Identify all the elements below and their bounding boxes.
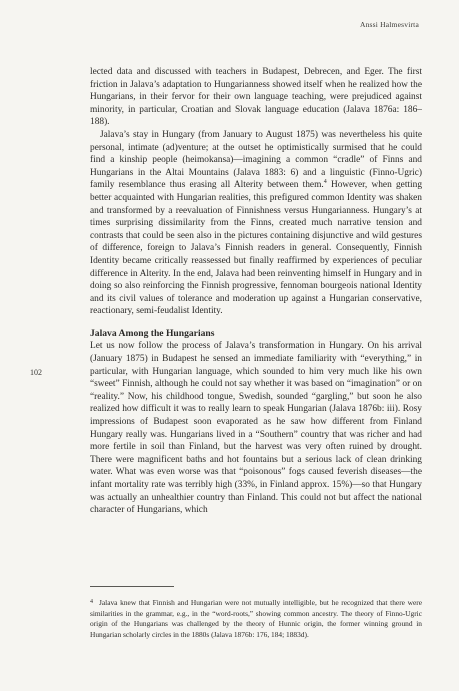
- paragraph-2-text: Jalava’s stay in Hungary (from January to August 1875) was nevertheless his quite personal, intimate (ad)venture; at the outset he optimistically surmised that he could find a kinship people (heimokansa)—imagining a common “cradle” of Finns and Hungarians in the Altai Mountains (Jalava 1883: 6) and a linguistic (Finno-Ugric) family resemblance thus erasing all Alterity between them.: [90, 129, 422, 191]
- footnote-separator: [90, 586, 174, 587]
- footnote-text: Jalava knew that Finnish and Hungarian were not mutually intelligible, but he recognized that there were similarities in the grammar, e.g., in the “word-roots,” showing common ancestry. The theory of Finno-Ugric origin of the Hungarians was challenged by the theory of Hunnic origin, the former winning ground in Hungarian scholarly circles in the 1880s (Jalava 1876b: 176, 184; 1883d).: [90, 598, 422, 639]
- section-heading: Jalava Among the Hungarians: [90, 327, 215, 339]
- paragraph-1: lected data and discussed with teachers in Budapest, Debrecen, and Eger. The first friction in Jalava’s adaptation to Hungarianness showed itself when he realized how the Hungarians, in their fervor for their own language teaching, were prejudiced against minority, in particular, Croatian and Slovak language education (Jalava 1876a: 186–188).: [90, 67, 422, 128]
- paragraph-2-continued: However, when getting better acquainted with Hungarian realities, this prefigured common Identity was shaken and transformed by a reevaluation of Finnishness versus Hungarianness. Hungary’s at times surprising dissimilarity from the Finns, created much narrative tension and contrasts that could be seen also in the pictures containing disjunctive and wild gestures of difference, foreign to Jalava’s Finnish readers in general. Consequently, Finnish Identity became critically reassessed but finally reaffirmed by experiences of peculiar difference in Alterity. In the end, Jalava had been reinventing himself in Hungary and in doing so also reinforcing the Finnish progressive, fennoman bourgeois national Identity and its civil values of tolerance and moderation up against a Hungarian conservative, reactionary, semi-feudalist Identity.: [90, 180, 423, 317]
- running-head: Anssi Halmesvirta: [359, 20, 419, 29]
- paragraph-2: [90, 129, 422, 318]
- page-number: 102: [30, 368, 42, 377]
- body-text: [90, 66, 422, 517]
- section-paragraph: Let us now follow the process of Jalava’s transformation in Hungary. On his arrival (January 1875) in Budapest he sensed an immediate familiarity with “everything,” in particular, with Hungarian language, which sounded to him very much like his own “sweet” Finnish, although he could not say whether it was based on “imagination” or on “reality.” Now, his childhood tongue, Swedish, sounded “gargling,” but soon he also realized how difficult it was to really learn to speak Hungarian (Jalava 1876b: iii). Rosy impressions of Budapest soon evaporated as he saw how different from Finland Hungary really was. Hungarians lived in a “Southern” country that was richer and had more fertile in soil than Finland, but the harvest was very often ruined by drought. There were magnificent baths and hot fountains but a serious lack of clean drinking water. What was even worse was that “poisonous” fogs caused feverish diseases—the infant mortality rate was terribly high (33%, in Finland approx. 15%)—so that Hungary was actually an unhealthier country than Finland. This could not but affect the national character of Hungarians, which: [90, 341, 422, 516]
- footnote: [90, 597, 422, 640]
- footnote-number: 4: [90, 599, 93, 605]
- footnote-reference: 4: [323, 179, 327, 186]
